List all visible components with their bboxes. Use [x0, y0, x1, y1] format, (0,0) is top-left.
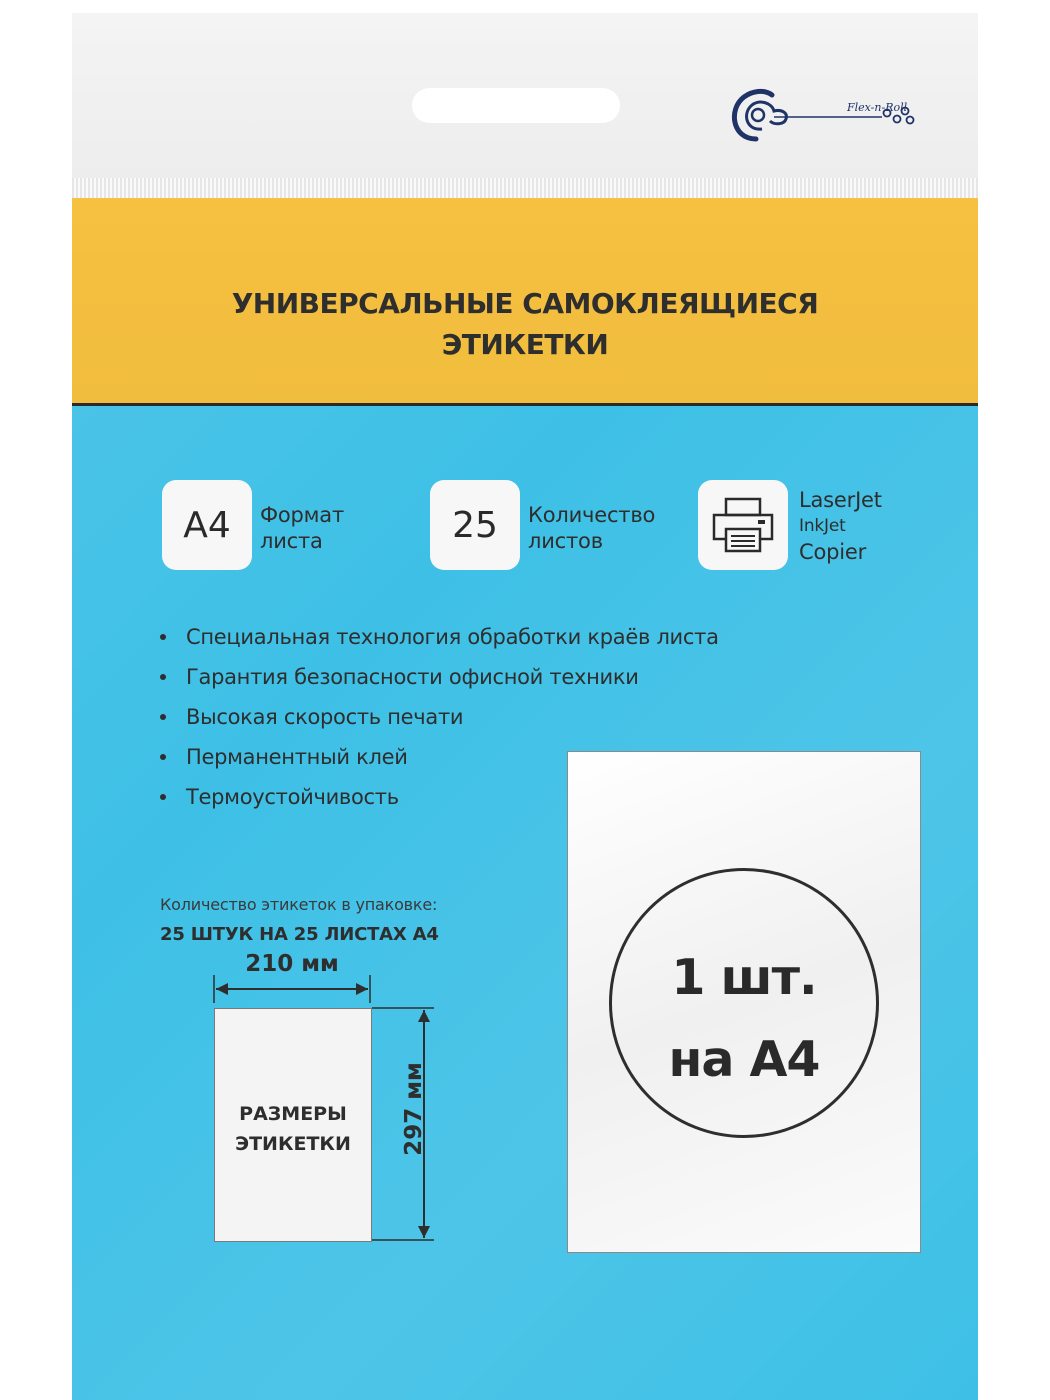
feature-item: Специальная технология обработки краёв листа	[160, 623, 719, 663]
format-badge	[162, 480, 252, 570]
format-badge-value: A4	[183, 504, 231, 546]
label-size-sheet	[214, 1008, 372, 1242]
printer-icon	[710, 497, 776, 553]
label-size-caption-line-2: ЭТИКЕТКИ	[235, 1133, 351, 1155]
title-line-1: УНИВЕРСАЛЬНЫЕ САМОКЛЕЯЩИЕСЯ	[231, 287, 819, 320]
labels-per-sheet-line-2: на А4	[668, 1031, 820, 1088]
label-size-caption	[215, 1099, 371, 1159]
package-panel	[72, 13, 978, 1400]
format-label-line-2: листа	[260, 529, 323, 553]
format-label-line-1: Формат	[260, 503, 344, 527]
hang-hole	[412, 88, 620, 123]
sheet-count-label-line-1: Количество	[528, 503, 656, 527]
labels-per-sheet-line-1: 1 шт.	[671, 949, 817, 1006]
seal-strip	[72, 178, 978, 198]
printer-badge	[698, 480, 788, 570]
sheet-count-badge	[430, 480, 520, 570]
printer-badge-label	[799, 487, 882, 565]
quantity-value: 25 ШТУК НА 25 ЛИСТАХ А4	[160, 924, 439, 945]
feature-item: Термоустойчивость	[160, 783, 719, 823]
label-height: 297 мм	[401, 1062, 427, 1156]
label-width: 210 мм	[245, 951, 339, 977]
sheet-count-badge-label	[528, 502, 655, 554]
printer-label-copier: Copier	[799, 540, 867, 564]
hang-tab	[72, 13, 978, 178]
product-title	[72, 283, 978, 365]
label-sheet-preview	[567, 751, 921, 1253]
sheet-count-badge-value: 25	[452, 504, 498, 546]
printer-label-laserjet: LaserJet	[799, 488, 882, 512]
feature-item: Перманентный клей	[160, 743, 719, 783]
format-badge-label	[260, 502, 344, 554]
title-line-2: ЭТИКЕТКИ	[441, 328, 609, 361]
label-size-caption-line-1: РАЗМЕРЫ	[239, 1103, 347, 1125]
brand-logo-icon	[722, 79, 922, 149]
feature-item: Высокая скорость печати	[160, 703, 719, 743]
labels-per-sheet	[612, 937, 876, 1101]
label-circle	[609, 868, 879, 1138]
feature-item: Гарантия безопасности офисной техники	[160, 663, 719, 703]
brand-logo-text: Flex-n-Roll	[847, 101, 908, 114]
quantity-caption: Количество этикеток в упаковке:	[160, 895, 438, 914]
sheet-count-label-line-2: листов	[528, 529, 603, 553]
printer-label-inkjet: InkJet	[799, 516, 846, 536]
